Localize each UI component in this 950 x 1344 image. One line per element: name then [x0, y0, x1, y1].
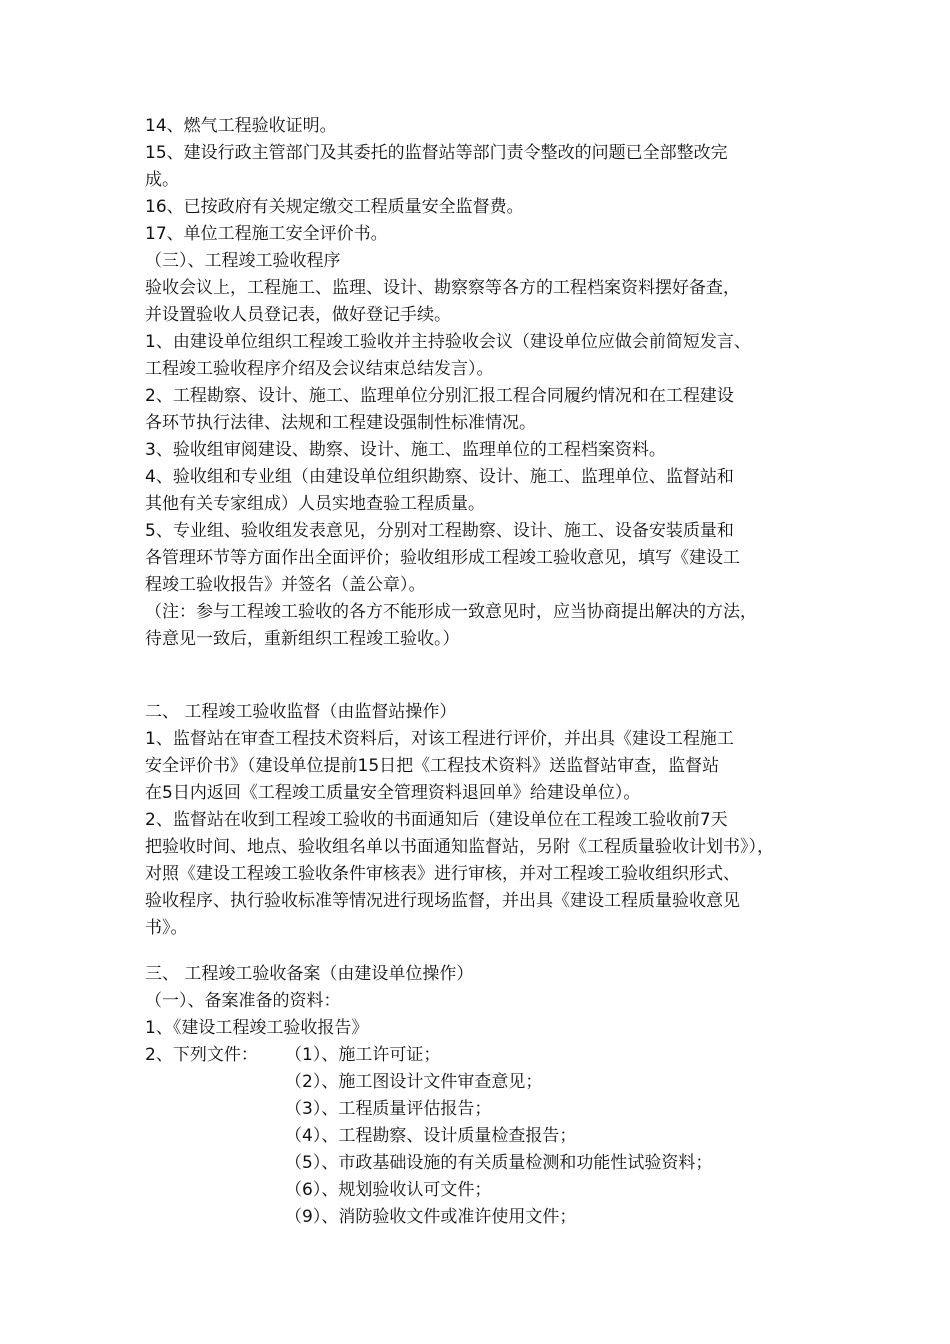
text-line: 工程竣工验收程序介绍及会议结束总结发言）。: [145, 359, 494, 379]
text-line: 程竣工验收报告》并签名（盖公章）。: [145, 575, 426, 595]
text-line: 4、验收组和专业组（由建设单位组织勘察、设计、施工、监理单位、监督站和: [145, 467, 734, 487]
text-line: 书》。: [145, 918, 188, 938]
text-line: 验收程序、执行验收标准等情况进行现场监督，并出具《建设工程质量验收意见: [145, 891, 740, 911]
list-item: （6）、规划验收认可文件；: [285, 1180, 492, 1200]
text-line: 2、工程勘察、设计、施工、监理单位分别汇报工程合同履约情况和在工程建设: [145, 386, 734, 406]
list-item: （1）、施工许可证；: [285, 1045, 441, 1065]
text-line: 在5日内返回《工程竣工质量安全管理资料退回单》给建设单位）。: [145, 783, 641, 803]
text-line: 2、下列文件：: [145, 1045, 258, 1065]
section-heading: （三）、工程竣工验收程序: [145, 251, 341, 271]
text-line: 成。: [145, 170, 179, 190]
text-line: 各环节执行法律、法规和工程建设强制性标准情况。: [145, 413, 536, 433]
list-item: （4）、工程勘察、设计质量检查报告；: [285, 1126, 577, 1146]
text-line: （注：参与工程竣工验收的各方不能形成一致意见时，应当协商提出解决的方法，: [145, 602, 757, 622]
section-heading: 三、 工程竣工验收备案（由建设单位操作）: [145, 964, 474, 984]
text-line: 1、监督站在审查工程技术资料后，对该工程进行评价，并出具《建设工程施工: [145, 729, 734, 749]
text-line: 验收会议上，工程施工、监理、设计、勘察察等各方的工程档案资料摆好备查，: [145, 278, 740, 298]
text-line: 各管理环节等方面作出全面评价；验收组形成工程竣工验收意见，填写《建设工: [145, 548, 740, 568]
text-line: 16、已按政府有关规定缴交工程质量安全监督费。: [145, 197, 524, 217]
section-heading: 二、 工程竣工验收监督（由监督站操作）: [145, 702, 457, 722]
text-line: 15、建设行政主管部门及其委托的监督站等部门责令整改的问题已全部整改完: [145, 143, 728, 163]
text-line: 对照《建设工程竣工验收条件审核表》进行审核，并对工程竣工验收组织形式、: [145, 864, 740, 884]
text-line: 3、验收组审阅建设、勘察、设计、施工、监理单位的工程档案资料。: [145, 440, 666, 460]
text-line: 17、单位工程施工安全评价书。: [145, 224, 388, 244]
text-line: 1、《建设工程竣工验收报告》: [145, 1018, 369, 1038]
list-item: （3）、工程质量评估报告；: [285, 1099, 492, 1119]
text-line: 其他有关专家组成）人员实地查验工程质量。: [145, 494, 485, 514]
text-line: 把验收时间、地点、验收组名单以书面通知监督站，另附《工程质量验收计划书》），: [145, 837, 774, 857]
list-item: （9）、消防验收文件或准许使用文件；: [285, 1207, 577, 1227]
text-line: 1、由建设单位组织工程竣工验收并主持验收会议（建设单位应做会前简短发言、: [145, 332, 751, 352]
list-item: （5）、市政基础设施的有关质量检测和功能性试验资料；: [285, 1153, 713, 1173]
text-line: 并设置验收人员登记表，做好登记手续。: [145, 305, 451, 325]
text-line: 2、监督站在收到工程竣工验收的书面通知后（建设单位在工程竣工验收前7天: [145, 810, 728, 830]
text-line: 14、燃气工程验收证明。: [145, 116, 337, 136]
text-line: 安全评价书》（建设单位提前15日把《工程技术资料》送监督站审查，监督站: [145, 756, 720, 776]
text-line: （一）、备案准备的资料：: [145, 991, 341, 1011]
list-item: （2）、施工图设计文件审查意见；: [285, 1072, 543, 1092]
text-line: 待意见一致后，重新组织工程竣工验收。）: [145, 629, 460, 649]
text-line: 5、专业组、验收组发表意见，分别对工程勘察、设计、施工、设备安装质量和: [145, 521, 734, 541]
